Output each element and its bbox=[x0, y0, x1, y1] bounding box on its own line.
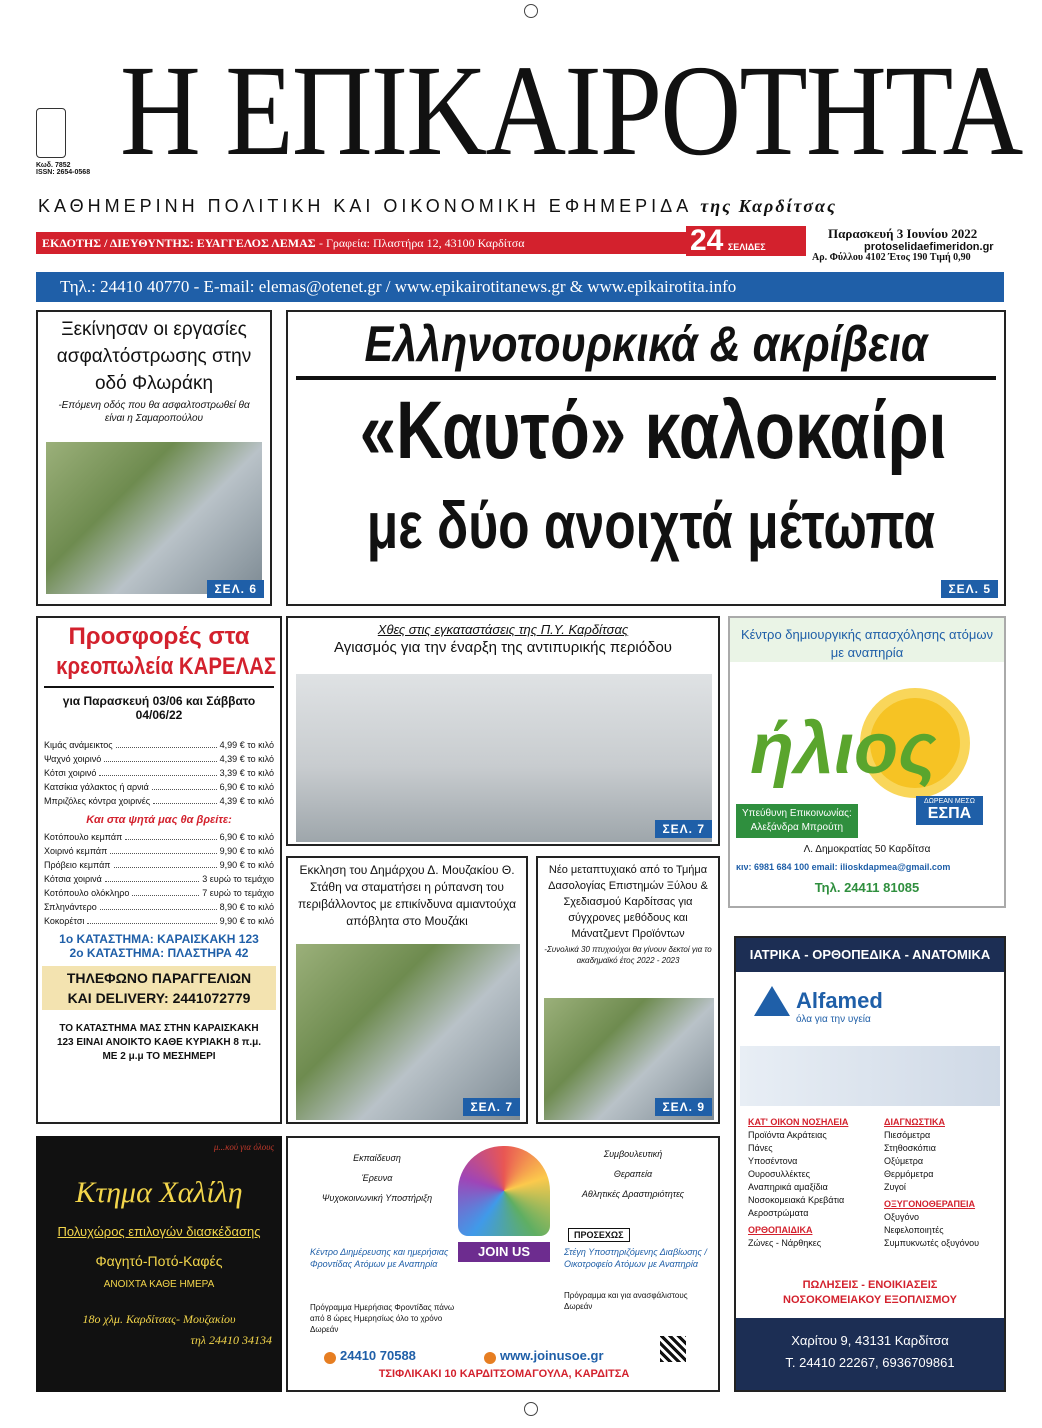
karelas-note: ΤΟ ΚΑΤΑΣΤΗΜΑ ΜΑΣ ΣΤΗΝ ΚΑΡΑΙΣΚΑΚΗ 123 ΕΙΝΑΙ ΑΝΟΙΚΤΟ ΚΑΘΕ ΚΥΡΙΑΚΗ 8 π.μ. ΜΕ 2 μ.μ ΤΟ ΜΕΣΗΜΕΡΙ bbox=[56, 1023, 262, 1062]
price-dots bbox=[132, 886, 199, 896]
alfamed-item: Πιεσόμετρα bbox=[884, 1130, 931, 1140]
crest-icon bbox=[36, 108, 66, 158]
karelas-title-1: Προσφορές στα bbox=[68, 623, 250, 650]
price-item-price: 4,39 € το κιλό bbox=[219, 796, 274, 806]
mayor-headline: Εκκληση του Δημάρχου Δ. Μουζακίου Θ. Στάθη να σταματήσει η ρύπανση του περιβάλλοντος με επικίνδυνα αμιαντούχα απόβλητα στο Μουζάκι bbox=[297, 863, 517, 928]
alfamed-item: Πάνες bbox=[748, 1143, 773, 1153]
price-item-name: Κοτόπουλο κεμπάπ bbox=[44, 832, 123, 842]
price-dots bbox=[100, 900, 217, 910]
forestry-subhead: -Συνολικά 30 πτυχιούχοι θα γίνουν δεκτοί για το ακαδημαϊκό έτος 2022 - 2023 bbox=[544, 945, 712, 965]
joinus-qr-icon bbox=[660, 1336, 686, 1362]
alfamed-item: Αναπηρικά αμαξίδια bbox=[748, 1182, 828, 1192]
price-row bbox=[44, 830, 274, 844]
joinus-service: Ψυχοκοινωνική Υποστήριξη bbox=[321, 1193, 433, 1203]
story-lead[interactable] bbox=[286, 310, 1006, 606]
alfamed-col-1: ΚΑΤ' ΟΙΚΟΝ ΝΟΣΗΛΕΙΑ Προϊόντα Ακράτειας Πάνες Υποσέντονα Ουροσυλλέκτες Αναπηρικά αμαξίδια Νοσοκομειακά Κρεβάτια Αεροστρώματα ΟΡΘΟΠΑΙΔΙΚΑ Ζώνες - Νάρθηκες bbox=[748, 1116, 878, 1250]
price-row bbox=[44, 794, 274, 808]
alfamed-item: Στηθοσκόπια bbox=[884, 1143, 936, 1153]
joinus-center-right-sub: Πρόγραμμα και για ανασφάλιστους Δωρεάν bbox=[564, 1291, 688, 1311]
karelas-store-1: 1ο ΚΑΤΑΣΤΗΜΑ: ΚΑΡΑΙΣΚΑΚΗ 123 bbox=[59, 932, 259, 946]
price-item-name: Κότσια χοιρινά bbox=[44, 874, 102, 884]
alfamed-item: Ζυγοί bbox=[884, 1182, 906, 1192]
price-row bbox=[44, 780, 274, 794]
price-item-price: 7 ευρώ το τεμάχιο bbox=[202, 888, 274, 898]
ktima-desc: Πολυχώρος επιλογών διασκέδασης bbox=[57, 1224, 261, 1239]
issn: ISSN: 2654-0568 bbox=[36, 169, 91, 176]
ilios-brand: ήλιος bbox=[750, 709, 937, 789]
price-dots bbox=[110, 844, 216, 854]
crop-mark-bottom bbox=[524, 1402, 538, 1416]
price-item-name: Κότσι χοιρινό bbox=[44, 768, 97, 778]
joinus-web-icon bbox=[484, 1352, 496, 1364]
price-dots bbox=[87, 914, 216, 924]
crop-mark-top bbox=[524, 4, 538, 18]
price-dots bbox=[152, 780, 217, 790]
fire-page-ref[interactable]: ΣΕΛ. 7 bbox=[655, 820, 712, 838]
mayor-photo bbox=[296, 944, 520, 1120]
story-fire[interactable] bbox=[286, 616, 720, 846]
price-item-name: Κοκορέτσι bbox=[44, 916, 85, 926]
price-item-name: Χοιρινό κεμπάπ bbox=[44, 846, 108, 856]
joinus-center-left: Κέντρο Διημέρευσης και ημερήσιας Φροντίδας Ατόμων με Αναπηρία bbox=[310, 1247, 449, 1269]
price-dots bbox=[114, 858, 217, 868]
paving-photo bbox=[46, 442, 262, 594]
price-item-price: 4,99 € το κιλό bbox=[219, 740, 274, 750]
price-item-price: 6,90 € το κιλό bbox=[219, 782, 274, 792]
price-row bbox=[44, 914, 274, 928]
joinus-service: Εκπαίδευση bbox=[353, 1153, 401, 1163]
karelas-title-2: κρεοπωλεία ΚΑΡΕΛΑΣ bbox=[56, 653, 277, 680]
alfamed-col-2: ΔΙΑΓΝΩΣΤΙΚΑ Πιεσόμετρα Στηθοσκόπια Οξύμετρα Θερμόμετρα Ζυγοί ΟΞΥΓΟΝΟΘΕΡΑΠΕΙΑ Οξυγόνο Νεφελοποιητές Συμπυκνωτές οξυγόνου bbox=[884, 1116, 1002, 1250]
story-forestry[interactable] bbox=[536, 856, 720, 1124]
lead-page-ref[interactable]: ΣΕΛ. 5 bbox=[941, 580, 998, 598]
alfamed-footer bbox=[736, 1318, 1004, 1392]
forestry-headline: Νέο μεταπτυχιακό από το Τμήμα Δασολογίας Επιστημών Ξύλου & Σχεδιασμού Καρδίτσας για σύγχρονες μεθόδους και Μάνατζμεντ Προϊόντων bbox=[548, 864, 708, 940]
lead-kicker: Ελληνοτουρκικά & ακρίβεια bbox=[364, 316, 928, 372]
lead-line-2: με δύο ανοιχτά μέτωπα bbox=[366, 488, 936, 562]
price-row bbox=[44, 766, 274, 780]
price-row bbox=[44, 858, 274, 872]
watermark: protoselidaefimeridon.gr bbox=[864, 241, 994, 253]
ilios-contact-box: Υπεύθυνη Επικοινωνίας: Αλεξάνδρα Μπρούτη bbox=[736, 804, 858, 838]
pages-badge: 24 ΣΕΛΙΔΕΣ bbox=[686, 226, 806, 256]
ad-alfamed[interactable] bbox=[734, 936, 1006, 1392]
price-item-name: Κοτόπουλο ολόκληρο bbox=[44, 888, 130, 898]
price-item-name: Σπληνάντερο bbox=[44, 902, 97, 912]
joinus-prosexos: ΠΡΟΣΕΧΩΣ bbox=[568, 1228, 630, 1242]
forestry-page-ref[interactable]: ΣΕΛ. 9 bbox=[655, 1098, 712, 1116]
alfamed-item: Προϊόντα Ακράτειας bbox=[748, 1130, 827, 1140]
joinus-center-right: Στέγη Υποστηριζόμενης Διαβίωσης / Οικοτροφείο Ατόμων με Αναπηρία bbox=[564, 1247, 707, 1269]
price-row bbox=[44, 872, 274, 886]
joinus-logo: JOIN US bbox=[458, 1242, 550, 1262]
price-item-price: 3 ευρώ το τεμάχιο bbox=[202, 874, 274, 884]
issn-block bbox=[36, 108, 106, 176]
joinus-phone: 24410 70588 bbox=[340, 1348, 416, 1363]
karelas-store-2: 2ο ΚΑΤΑΣΤΗΜΑ: ΠΛΑΣΤΗΡΑ 42 bbox=[69, 946, 249, 960]
karelas-grill-title: Και στα ψητά μας θα βρείτε: bbox=[86, 814, 232, 826]
price-dots bbox=[125, 830, 216, 840]
newspaper-title: Η ΕΠΙΚΑΙΡΟΤΗΤΑ bbox=[120, 39, 1022, 183]
joinus-phone-icon bbox=[324, 1352, 336, 1364]
ilios-mobile: κιν: 6981 684 100 email: ilioskdapmea@gmail.com bbox=[736, 862, 951, 872]
alfamed-header: ΙΑΤΡΙΚΑ - ΟΡΘΟΠΕΔΙΚΑ - ΑΝΑΤΟΜΙΚΑ bbox=[736, 938, 1004, 972]
joinus-left-list bbox=[302, 1148, 452, 1208]
ad-karelas[interactable] bbox=[36, 616, 282, 1124]
price-row bbox=[44, 844, 274, 858]
ktima-tagline: μ...κού για όλους bbox=[213, 1142, 274, 1152]
alfamed-item: Συμπυκνωτές οξυγόνου bbox=[884, 1238, 979, 1248]
issn-code: Κωδ. 7852 bbox=[36, 162, 71, 169]
joinus-web: www.joinusoe.gr bbox=[500, 1348, 604, 1363]
joinus-people-icon bbox=[458, 1146, 550, 1236]
karelas-dates: για Παρασκευή 03/06 και Σάββατο 04/06/22 bbox=[62, 694, 256, 722]
price-item-price: 9,90 € το κιλό bbox=[219, 916, 274, 926]
price-row bbox=[44, 886, 274, 900]
publisher-bar: ΕΚΔΟΤΗΣ / ΔΙΕΥΘΥΝΤΗΣ: ΕΥΑΓΓΕΛΟΣ ΛΕΜΑΣ - Γραφεία: Πλαστήρα 12, 43100 Καρδίτσα bbox=[36, 232, 686, 254]
karelas-price-list bbox=[38, 738, 280, 808]
joinus-service: Συμβουλευτική bbox=[603, 1149, 663, 1159]
price-item-price: 9,90 € το κιλό bbox=[219, 846, 274, 856]
joinus-right-list bbox=[558, 1144, 708, 1204]
alfamed-item: Ζώνες - Νάρθηκες bbox=[748, 1238, 822, 1248]
joinus-service: Αθλητικές Δραστηριότητες bbox=[581, 1189, 685, 1199]
ktima-open: ΑΝΟΙΧΤΑ ΚΑΘΕ ΗΜΕΡΑ bbox=[103, 1279, 215, 1290]
story-mayor[interactable] bbox=[286, 856, 528, 1124]
alfamed-item: Νοσοκομειακά Κρεβάτια bbox=[748, 1195, 845, 1205]
ktima-phone: τηλ 24410 34134 bbox=[190, 1333, 272, 1347]
alfamed-sales: ΠΩΛΗΣΕΙΣ - ΕΝΟΙΚΙΑΣΕΙΣ ΝΟΣΟΚΟΜΕΙΑΚΟΥ ΕΞΟΠΛΙΣΜΟΥ bbox=[783, 1279, 957, 1306]
ktima-food: Φαγητό-Ποτό-Καφές bbox=[95, 1253, 223, 1269]
price-item-price: 8,90 € το κιλό bbox=[219, 902, 274, 912]
alfamed-item: Οξυγόνο bbox=[884, 1212, 919, 1222]
price-item-name: Κατσίκια γάλακτος ή αρνιά bbox=[44, 782, 149, 792]
karelas-grill-list bbox=[38, 830, 280, 928]
price-item-name: Ψαχνό χοιρινό bbox=[44, 754, 102, 764]
alfamed-phone: Τ. 24410 22267, 6936709861 bbox=[785, 1355, 955, 1370]
price-item-name: Μπριζόλες κόντρα χοιρινές bbox=[44, 796, 151, 806]
karelas-rule bbox=[44, 686, 274, 688]
alfamed-address: Χαρίτου 9, 43131 Καρδίτσα bbox=[791, 1333, 949, 1348]
ilios-espa-badge: ΔΩΡΕΑΝ ΜΕΣΩ ΕΣΠΑ bbox=[916, 796, 983, 825]
joinus-service: Έρευνα bbox=[361, 1173, 393, 1183]
price-row bbox=[44, 752, 274, 766]
ktima-name: Κτημα Χαλίλη bbox=[75, 1176, 243, 1209]
contact-bar: Τηλ.: 24410 40770 - E-mail: elemas@otenet.gr / www.epikairotitanews.gr & www.epikairotita.info bbox=[36, 272, 1004, 302]
price-item-price: 4,39 € το κιλό bbox=[219, 754, 274, 764]
masthead-subtitle: ΚΑΘΗΜΕΡΙΝΗ ΠΟΛΙΤΙΚΗ ΚΑΙ ΟΙΚΟΝΟΜΙΚΗ ΕΦΗΜΕΡΙΔΑ της Καρδίτσας bbox=[38, 196, 837, 216]
joinus-address: ΤΣΙΦΛΙΚΑΚΙ 10 ΚΑΡΔΙΤΣΟΜΑΓΟΥΛΑ, ΚΑΡΔΙΤΣΑ bbox=[378, 1368, 630, 1380]
price-item-name: Κιμάς ανάμεικτος bbox=[44, 740, 113, 750]
alfamed-products-band bbox=[740, 1046, 1000, 1106]
ilios-phone: Τηλ. 24411 81085 bbox=[814, 880, 920, 895]
alfamed-slogan: όλα για την υγεία bbox=[796, 1014, 871, 1025]
alfamed-item: Υποσέντονα bbox=[748, 1156, 798, 1166]
ilios-title: Κέντρο δημιουργικής απασχόλησης ατόμων με αναπηρία bbox=[730, 618, 1004, 662]
ad-joinus[interactable] bbox=[286, 1136, 720, 1392]
price-item-name: Πρόβειο κεμπάπ bbox=[44, 860, 111, 870]
paving-headline: Ξεκίνησαν οι εργασίες ασφαλτόστρωσης στην οδό Φλωράκη bbox=[56, 319, 252, 394]
price-dots bbox=[99, 766, 216, 776]
price-dots bbox=[105, 872, 200, 882]
mayor-page-ref[interactable]: ΣΕΛ. 7 bbox=[463, 1098, 520, 1116]
alfamed-item: Οξύμετρα bbox=[884, 1156, 924, 1166]
lead-line-1: «Καυτό» καλοκαίρι bbox=[359, 385, 947, 476]
story-paving[interactable] bbox=[36, 310, 272, 606]
paving-page-ref[interactable]: ΣΕΛ. 6 bbox=[207, 580, 264, 598]
ad-ktima[interactable] bbox=[36, 1136, 282, 1392]
alfamed-item: Νεφελοποιητές bbox=[884, 1225, 944, 1235]
price-item-price: 6,90 € το κιλό bbox=[219, 832, 274, 842]
alfamed-item: Θερμόμετρα bbox=[884, 1169, 934, 1179]
price-item-price: 9,90 € το κιλό bbox=[219, 860, 274, 870]
karelas-phone-2: ΚΑΙ DELIVERY: 2441072779 bbox=[67, 990, 251, 1006]
alfamed-brand: Alfamed bbox=[796, 988, 883, 1013]
joinus-service: Θεραπεία bbox=[613, 1169, 653, 1179]
karelas-phone-1: ΤΗΛΕΦΩΝΟ ΠΑΡΑΓΓΕΛΙΩΝ bbox=[66, 970, 252, 986]
price-row bbox=[44, 738, 274, 752]
ilios-address: Λ. Δημοκρατίας 50 Καρδίτσα bbox=[803, 844, 931, 855]
karelas-phone-box bbox=[42, 966, 276, 1010]
issue-number: Αρ. Φύλλου 4102 Έτος 190 Τιμή 0,90 bbox=[812, 252, 971, 263]
fire-kicker: Χθες στις εγκαταστάσεις της Π.Υ. Καρδίτσας bbox=[377, 622, 629, 637]
alfamed-logo-icon bbox=[754, 986, 790, 1016]
ktima-location: 18ο χλμ. Καρδίτσας- Μουζακίου bbox=[82, 1312, 236, 1326]
fire-headline: Αγιασμός για την έναρξη της αντιπυρικής περιόδου bbox=[334, 639, 672, 656]
issue-date: Παρασκευή 3 Ιουνίου 2022 bbox=[828, 226, 978, 241]
price-dots bbox=[116, 738, 217, 748]
alfamed-item: Αεροστρώματα bbox=[748, 1208, 809, 1218]
price-dots bbox=[104, 752, 216, 762]
joinus-center-left-sub: Πρόγραμμα Ημερήσιας Φροντίδας πάνω από 8 ώρες Ημερησίως όλο το χρόνο Δωρεάν bbox=[310, 1303, 455, 1334]
paving-subhead: -Επόμενη οδός που θα ασφαλτοστρωθεί θα είναι η Σαμαροπούλου bbox=[58, 400, 250, 424]
ad-ilios[interactable] bbox=[728, 616, 1006, 908]
fire-photo bbox=[296, 674, 712, 842]
alfamed-item: Ουροσυλλέκτες bbox=[748, 1169, 810, 1179]
price-row bbox=[44, 900, 274, 914]
price-item-price: 3,39 € το κιλό bbox=[219, 768, 274, 778]
price-dots bbox=[153, 794, 217, 804]
